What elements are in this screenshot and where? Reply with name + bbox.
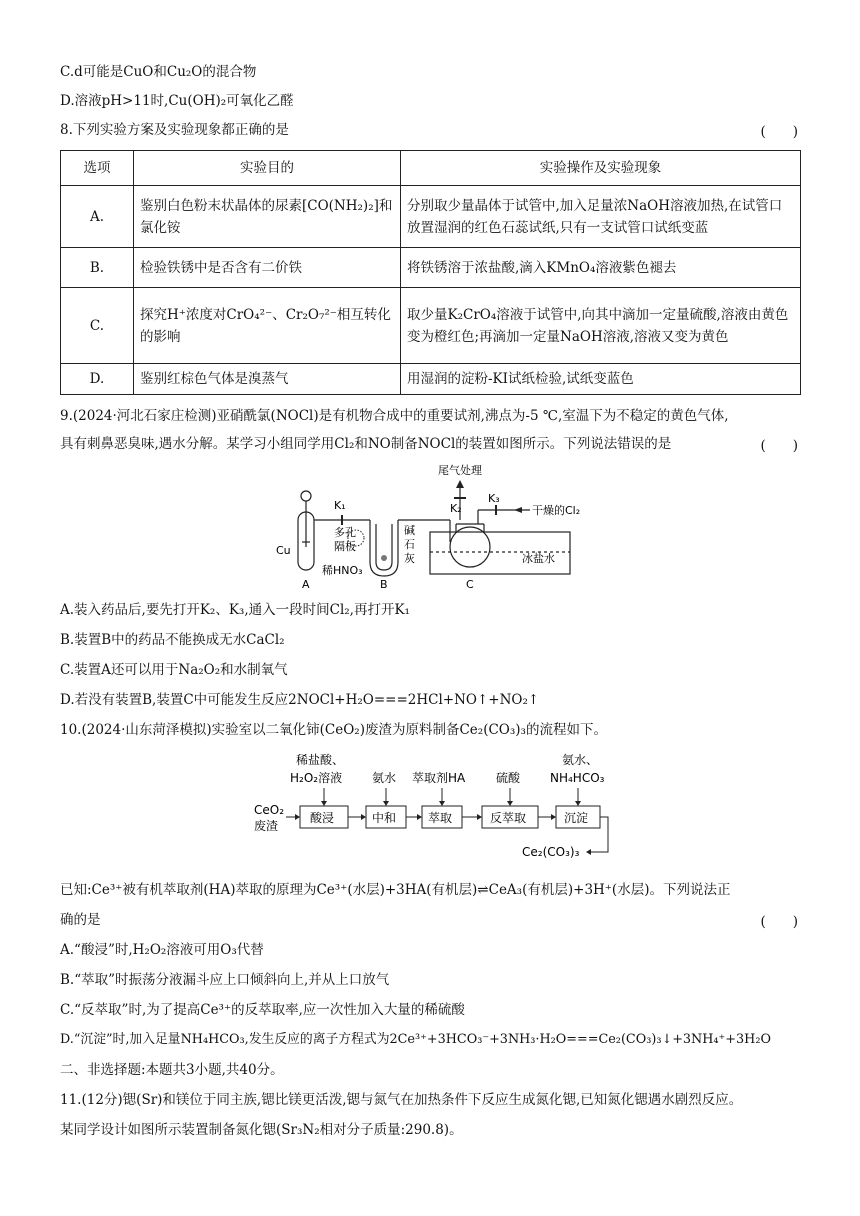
row-option: A. [61,186,134,248]
flow-step-neutralize: 中和 [372,811,397,825]
header-operation: 实验操作及实验现象 [401,151,801,186]
label-c: C [466,578,474,591]
flow-reagent-2: 氨水 [372,771,397,785]
flow-input-2: 废渣 [254,819,279,833]
header-option: 选项 [61,151,134,186]
q7-option-d: D.溶液pH>11时,Cu(OH)₂可氧化乙醛 [60,93,294,109]
flow-step-precipitate: 沉淀 [564,811,589,825]
label-k3: K₃ [488,492,500,505]
label-dilute-nitric: 稀HNO₃ [322,564,363,577]
row-goal: 探究H⁺浓度对CrO₄²⁻、Cr₂O₇²⁻相互转化的影响 [134,288,401,364]
row-operation: 用湿润的淀粉-KI试纸检验,试纸变蓝色 [401,364,801,395]
flow-reagent-3: 萃取剂HA [412,771,466,785]
row-option: B. [61,248,134,288]
row-option: C. [61,288,134,364]
q8-answer-paren: ( ) [760,124,798,140]
q10-option-d: D.“沉淀”时,加入足量NH₄HCO₃,发生反应的离子方程式为2Ce³⁺+3HCO₃⁻+3NH₃·H₂O===Ce₂(CO₃)₃↓+3NH₄⁺+3H₂O [60,1032,771,1047]
label-soda-2: 石 [404,538,415,551]
soda-lime-granules [381,555,387,561]
q10-option-a: A.“酸浸”时,H₂O₂溶液可用O₃代替 [60,942,264,958]
row-goal: 检验铁锈中是否含有二价铁 [134,248,401,288]
q10-option-c: C.“反萃取”时,为了提高Ce³⁺的反萃取率,应一次性加入大量的稀硫酸 [60,1002,465,1018]
label-soda-3: 灰 [404,552,415,565]
flow-reagent-4: 硫酸 [496,771,521,785]
label-a: A [302,578,310,591]
row-goal: 鉴别白色粉末状晶体的尿素[CO(NH₂)₂]和氯化铵 [134,186,401,248]
flow-product: Ce₂(CO₃)₃ [522,845,580,859]
flow-reagent-1a: 稀盐酸、 [296,753,345,767]
table-row [61,288,801,364]
q8-table [60,150,801,395]
label-k2: K₂ [450,502,462,515]
q8-stem: 8.下列实验方案及实验现象都正确的是 [60,122,289,138]
q9-option-d: D.若没有装置B,装置C中可能发生反应2NOCl+H₂O===2HCl+NO↑+NO₂↑ [60,692,540,708]
q9-stem-line2: 具有刺鼻恶臭味,遇水分解。某学习小组同学用Cl₂和NO制备NOCl的装置如图所示。下列说法错误的是 [60,436,672,452]
label-tail-gas: 尾气处理 [438,464,482,477]
flow-reagent-1b: H₂O₂溶液 [290,771,343,785]
q9-option-a: A.装入药品后,要先打开K₂、K₃,通入一段时间Cl₂,再打开K₁ [60,602,410,618]
table-row [61,186,801,248]
label-porous-2: 隔板 [334,540,356,553]
q11-line2: 某同学设计如图所示装置制备氮化锶(Sr₃N₂相对分子质量:290.8)。 [60,1122,463,1138]
label-cu: Cu [276,544,291,557]
q10-known-line2: 确的是 [60,912,101,928]
tail-gas-arrow [456,480,464,488]
row-option: D. [61,364,134,395]
q7-option-c: C.d可能是CuO和Cu₂O的混合物 [60,64,257,80]
q9-option-b: B.装置B中的药品不能换成无水CaCl₂ [60,632,285,648]
table-row [61,364,801,395]
q9-option-c: C.装置A还可以用于Na₂O₂和水制氧气 [60,662,288,678]
flow-step-back-extract: 反萃取 [490,811,527,825]
q9-apparatus-diagram [270,462,590,594]
q10-known-line1: 已知:Ce³⁺被有机萃取剂(HA)萃取的原理为Ce³⁺(水层)+3HA(有机层)⇌CeA₃(有机层)+3H⁺(水层)。下列说法正 [60,882,731,898]
row-operation: 将铁锈溶于浓盐酸,滴入KMnO₄溶液紫色褪去 [401,248,801,288]
table-row [61,248,801,288]
q10-flowchart [250,748,620,866]
row-operation: 取少量K₂CrO₄溶液于试管中,向其中滴加一定量硫酸,溶液由黄色变为橙红色;再滴加一定量NaOH溶液,溶液又变为黄色 [401,288,801,364]
row-operation: 分别取少量晶体于试管中,加入足量浓NaOH溶液加热,在试管口放置湿润的红色石蕊试纸,只有一支试管口试纸变蓝 [401,186,801,248]
header-goal: 实验目的 [134,151,401,186]
q9-answer-paren: ( ) [760,438,798,454]
q10-stem: 10.(2024·山东菏泽模拟)实验室以二氧化铈(CeO₂)废渣为原料制备Ce₂(CO₃)₃的流程如下。 [60,722,607,738]
label-porous-1: 多孔 [334,526,356,539]
flow-input-1: CeO₂ [254,803,285,817]
label-b: B [380,578,388,591]
q11-line1: 11.(12分)锶(Sr)和镁位于同主族,锶比镁更活泼,锶与氮气在加热条件下反应生成氮化锶,已知氮化锶遇水剧烈反应。 [60,1092,743,1108]
flow-step-extract: 萃取 [428,811,453,825]
label-soda-1: 碱 [404,524,415,537]
row-goal: 鉴别红棕色气体是溴蒸气 [134,364,401,395]
q9-stem-line1: 9.(2024·河北石家庄检测)亚硝酰氯(NOCl)是有机物合成中的重要试剂,沸点为-5 ℃,室温下为不稳定的黄色气体, [60,408,729,424]
label-k1: K₁ [334,499,346,512]
label-dry-chlorine: 干燥的Cl₂ [532,504,581,517]
section-heading: 二、非选择题:本题共3小题,共40分。 [60,1062,284,1078]
flow-step-acid-leach: 酸浸 [310,811,335,825]
chlorine-inlet-arrow [514,507,522,513]
flow-reagent-5a: 氨水、 [562,753,599,767]
flow-reagent-5b: NH₄HCO₃ [550,771,605,785]
label-ice-salt-water: 冰盐水 [522,552,555,565]
q10-answer-paren: ( ) [760,914,798,930]
q10-option-b: B.“萃取”时振荡分液漏斗应上口倾斜向上,并从上口放气 [60,972,390,988]
table-header-row [61,151,801,186]
